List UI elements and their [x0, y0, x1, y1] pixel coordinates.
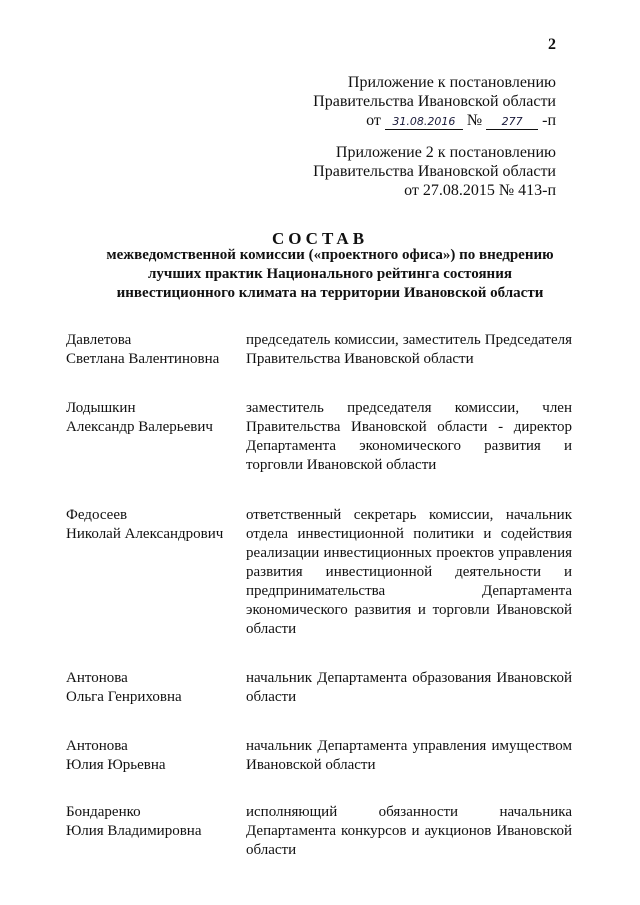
member-given-name: Светлана Валентиновна: [66, 351, 220, 367]
members-list: [66, 331, 574, 860]
subtitle-line: лучших практик Национального рейтинга состояния: [148, 266, 512, 282]
appendix-header-current: [313, 73, 556, 130]
subtitle-line: инвестиционного климата на территории Ивановской области: [116, 285, 544, 301]
member-name: [66, 331, 246, 369]
member-name: [66, 803, 246, 860]
appendix-line: Правительства Ивановской области: [313, 93, 556, 110]
member-role: председатель комиссии, заместитель Председателя Правительства Ивановской области: [246, 332, 572, 367]
member-entry: [66, 669, 574, 707]
member-entry: [66, 803, 574, 860]
member-given-name: Юлия Юрьевна: [66, 757, 166, 773]
appendix-line: Правительства Ивановской области: [313, 163, 556, 180]
member-name: [66, 669, 246, 707]
document-subtitle: [80, 246, 580, 303]
appendix-line: Приложение к постановлению: [347, 74, 556, 91]
handwritten-number: 277: [486, 115, 538, 130]
number-suffix: -п: [542, 112, 556, 129]
member-role: начальник Департамента управления имуществом Ивановской области: [246, 738, 572, 773]
member-name: [66, 737, 246, 775]
member-surname: Антонова: [66, 738, 128, 754]
member-name: [66, 506, 246, 639]
member-entry: [66, 506, 574, 639]
member-given-name: Николай Александрович: [66, 526, 224, 542]
member-given-name: Ольга Генриховна: [66, 689, 182, 705]
number-sign: №: [466, 112, 483, 129]
member-role: ответственный секретарь комиссии, начальник отдела инвестиционной политики и содействия реализации инвестиционных проектов управления развития инвестиционной деятельности и предпринимательства Департамента экономического развития и торговли Ивановской области: [246, 507, 572, 637]
member-name: [66, 399, 246, 475]
member-entry: [66, 331, 574, 369]
page-number: 2: [548, 36, 556, 53]
appendix-line: Приложение 2 к постановлению: [335, 144, 556, 161]
member-surname: Лодышкин: [66, 400, 136, 416]
appendix-date-line: [313, 111, 556, 130]
from-label: от: [366, 112, 381, 129]
member-entry: [66, 737, 574, 775]
member-surname: Давлетова: [66, 332, 132, 348]
member-surname: Бондаренко: [66, 804, 141, 820]
member-role: начальник Департамента образования Ивановской области: [246, 670, 572, 705]
member-entry: [66, 399, 574, 475]
appendix-line: от 27.08.2015 № 413-п: [404, 182, 556, 199]
subtitle-line: межведомственной комиссии («проектного офиса») по внедрению: [106, 247, 554, 263]
member-surname: Федосеев: [66, 507, 128, 523]
member-surname: Антонова: [66, 670, 128, 686]
document-title: СОСТАВ: [271, 229, 369, 248]
member-role: заместитель председателя комиссии, член Правительства Ивановской области - директор Департамента экономического развития и торговли Ивановской области: [246, 400, 572, 473]
handwritten-date: 31.08.2016: [385, 115, 463, 130]
member-given-name: Юлия Владимировна: [66, 823, 202, 839]
appendix-header-original: [313, 143, 556, 200]
member-given-name: Александр Валерьевич: [66, 419, 213, 435]
member-role: исполняющий обязанности начальника Департамента конкурсов и аукционов Ивановской области: [246, 804, 572, 858]
